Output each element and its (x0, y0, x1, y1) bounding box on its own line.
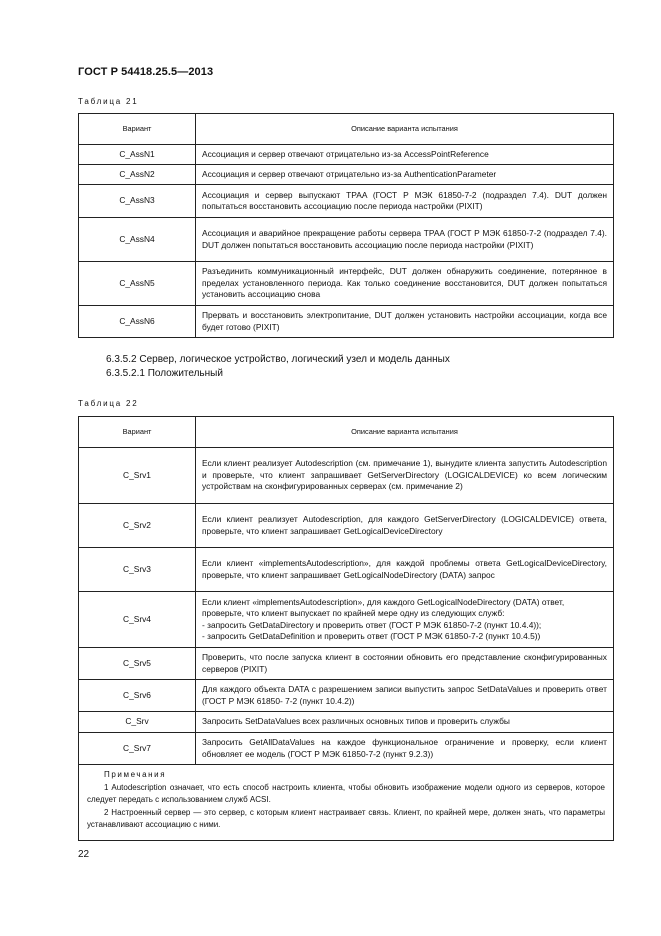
variant-cell: C_AssN3 (79, 185, 196, 218)
table-row (79, 733, 614, 765)
variant-cell: C_Srv1 (79, 448, 196, 504)
variant-cell: C_Srv5 (79, 648, 196, 680)
table-header-row (79, 114, 614, 145)
table-row (79, 262, 614, 306)
table-header-row (79, 417, 614, 448)
table-row (79, 218, 614, 262)
description-cell: Если клиент «implementsAutodescription», для каждого GetLogicalNodeDirectory (DATA) ответ, проверьте, что клиент выпускает по крайней мере одну из следующих служб: - запросить GetDataDirectory и проверить ответ (ГОСТ Р МЭК 61850-7-2 (пункт 10.4.4)); - запросить GetDataDefinition и проверить ответ (ГОСТ Р МЭК 61850-7-2 (пункт 10.4.5)) (196, 592, 614, 648)
notes-row (79, 765, 614, 841)
table-21-caption: Таблица 21 (78, 97, 139, 106)
table-row (79, 145, 614, 165)
description-cell: Если клиент реализует Autodescription (см. примечание 1), вынудите клиента запустить Autodescription и проверьте, что клиент запрашивает GetServerDirectory (LOGICALDEVICE) ко всем логическим устройствам на сконфигурированных серверах (см. примечание 2) (196, 448, 614, 504)
variant-cell: C_AssN6 (79, 306, 196, 338)
column-header-variant: Вариант (79, 114, 196, 145)
description-cell: Ассоциация и сервер выпускают TPAA (ГОСТ Р МЭК 61850-7-2 (подраздел 7.4). DUT должен попытаться восстановить ассоциацию после периода настройки (PIXIT) (196, 185, 614, 218)
description-cell: Если клиент реализует Autodescription, для каждого GetServerDirectory (LOGICALDEVICE) ответа, проверьте, что клиент запрашивает GetLogicalDeviceDirectory (196, 504, 614, 548)
table-row (79, 548, 614, 592)
table-row (79, 185, 614, 218)
notes-heading: Примечания (104, 770, 167, 779)
table-row (79, 448, 614, 504)
section-heading: 6.3.5.2 Сервер, логическое устройство, логический узел и модель данных (106, 354, 450, 365)
table-row (79, 504, 614, 548)
column-header-description: Описание варианта испытания (196, 114, 614, 145)
description-cell: Проверить, что после запуска клиент в состоянии обновить его представление сконфигурированных серверов (PIXIT) (196, 648, 614, 680)
variant-cell: C_AssN1 (79, 145, 196, 165)
variant-cell: C_Srv4 (79, 592, 196, 648)
variant-cell: C_Srv (79, 712, 196, 733)
variant-cell: C_AssN5 (79, 262, 196, 306)
variant-cell: C_AssN2 (79, 165, 196, 185)
table-21 (78, 113, 614, 338)
variant-cell: C_Srv3 (79, 548, 196, 592)
description-cell: Для каждого объекта DATA с разрешением записи выпустить запрос SetDataValues и проверить ответ (ГОСТ Р МЭК 61850- 7-2 (пункт 10.4.2)) (196, 680, 614, 712)
table-row (79, 306, 614, 338)
variant-cell: C_AssN4 (79, 218, 196, 262)
description-cell: Запросить GetAllDataValues на каждое функциональное ограничение и проверку, если клиент обновляет ее модель (ГОСТ Р МЭК 61850-7-2 (пункт 9.2.3)) (196, 733, 614, 765)
note-1: 1 Autodescription означает, что есть способ настроить клиента, чтобы обновить изображение модели одного из серверов, которое следует передать с использованием служб ACSI. (87, 782, 605, 804)
description-cell: Ассоциация и сервер отвечают отрицательно из-за AuthenticationParameter (196, 165, 614, 185)
table-row (79, 165, 614, 185)
table-row (79, 680, 614, 712)
page-number: 22 (78, 849, 90, 860)
description-cell: Запросить SetDataValues всех различных основных типов и проверить службы (196, 712, 614, 733)
variant-cell: C_Srv7 (79, 733, 196, 765)
description-cell: Разъединить коммуникационный интерфейс, DUT должен обнаружить соединение, потерянное в пределах установленного периода. Как только соединение восстановится, DUT должен попытаться установить ассоциацию снова (196, 262, 614, 306)
description-cell: Если клиент «implementsAutodescription», для каждой проблемы ответа GetLogicalDeviceDirectory, проверьте, что клиент запрашивает GetLogicalNodeDirectory (DATA) запрос (196, 548, 614, 592)
document-header: ГОСТ Р 54418.25.5—2013 (78, 66, 214, 78)
note-2: 2 Настроенный сервер — это сервер, с которым клиент настраивает связь. Клиент, по крайней мере, должен знать, что параметры устанавливают ассоциацию с ними. (87, 807, 605, 829)
column-header-description: Описание варианта испытания (196, 417, 614, 448)
variant-cell: C_Srv2 (79, 504, 196, 548)
table-row (79, 712, 614, 733)
subsection-heading: 6.3.5.2.1 Положительный (106, 368, 223, 379)
column-header-variant: Вариант (79, 417, 196, 448)
table-22-caption: Таблица 22 (78, 399, 139, 408)
notes-cell (79, 765, 614, 841)
variant-cell: C_Srv6 (79, 680, 196, 712)
description-cell: Ассоциация и аварийное прекращение работы сервера TPAA (ГОСТ Р МЭК 61850-7-2 (подраздел 7.4). DUT должен попытаться восстановить ассоциацию после периода настройки (PIXIT) (196, 218, 614, 262)
description-cell: Прервать и восстановить электропитание, DUT должен установить настройки ассоциации, когда все будет готово (PIXIT) (196, 306, 614, 338)
table-row (79, 648, 614, 680)
table-row (79, 592, 614, 648)
description-cell: Ассоциация и сервер отвечают отрицательно из-за AccessPointReference (196, 145, 614, 165)
table-22 (78, 416, 614, 841)
